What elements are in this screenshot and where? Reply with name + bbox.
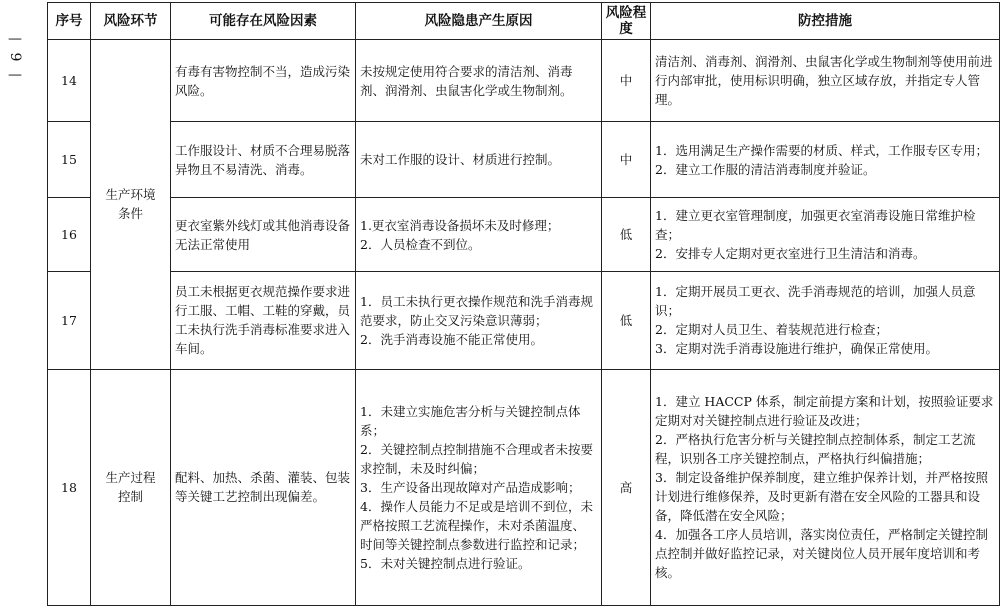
row-level: 中: [602, 40, 651, 122]
row-cause: 1．员工未执行更衣操作规范和洗手消毒规范要求，防止交叉污染意识薄弱； 2．洗手消毒设施不能正常使用。: [356, 272, 602, 369]
row-measure: 1．定期开展员工更衣、洗手消毒规范的培训，加强人员意识； 2．定期对人员卫生、着装规范进行检查； 3．定期对洗手消毒设施进行维护，确保正常使用。: [651, 272, 1000, 369]
row-measure: 1．建立 HACCP 体系，制定前提方案和计划，按照验证要求定期对对关键控制点进行验证及改进； 2．严格执行危害分析与关键控制点控制体系，制定工艺流程，识别各工序关键控制点，严格执行纠偏措施； 3．制定设备维护保养制度，建立维护保养计划，并严格按照计划进行维修保养，及时更新有潜在安全风险的工器具和设备，降低潜在安全风险； 4．加强各工序人员培训，落实岗位责任，严格制定关键控制点控制并做好监控记录，对关键岗位人员开展年度培训和考核。: [651, 369, 1000, 605]
row-cause: 未对工作服的设计、材质进行控制。: [356, 122, 602, 198]
row-factor: 更衣室紫外线灯或其他消毒设备无法正常使用: [171, 198, 356, 272]
row-level: 中: [602, 122, 651, 198]
row-no: 14: [48, 40, 91, 122]
row-no: 18: [48, 369, 91, 605]
header-stage: 风险环节: [91, 3, 171, 40]
row-factor: 配料、加热、杀菌、灌装、包装等关键工艺控制出现偏差。: [171, 369, 356, 605]
row-measure: 1．建立更衣室管理制度，加强更衣室消毒设施日常维护检查； 2．安排专人定期对更衣室进行卫生清洁和消毒。: [651, 198, 1000, 272]
row-factor: 员工未根据更衣规范操作要求进行工服、工帽、工鞋的穿戴，员工未执行洗手消毒标准要求进入车间。: [171, 272, 356, 369]
row-level: 高: [602, 369, 651, 605]
table-row: [48, 198, 1000, 272]
row-factor: 工作服设计、材质不合理易脱落异物且不易清洗、消毒。: [171, 122, 356, 198]
row-cause: 未按规定使用符合要求的清洁剂、消毒剂、润滑剂、虫鼠害化学或生物制剂。: [356, 40, 602, 122]
row-no: 17: [48, 272, 91, 369]
table-row: [48, 272, 1000, 369]
table-row: [48, 122, 1000, 198]
row-factor: 有毒有害物控制不当，造成污染风险。: [171, 40, 356, 122]
row-level: 低: [602, 198, 651, 272]
header-level: 风险程度: [602, 3, 651, 40]
header-factor: 可能存在风险因素: [171, 3, 356, 40]
page-number: — 9 —: [7, 31, 23, 83]
header-no: 序号: [48, 3, 91, 40]
risk-control-table: [47, 2, 1000, 606]
table-row: [48, 40, 1000, 122]
table-row: [48, 369, 1000, 605]
stage-cell-process: 生产过程控制: [91, 369, 171, 605]
table-header-row: [48, 3, 1000, 40]
row-cause: 1.更衣室消毒设备损坏未及时修理； 2．人员检查不到位。: [356, 198, 602, 272]
row-no: 15: [48, 122, 91, 198]
row-level: 低: [602, 272, 651, 369]
row-cause: 1．未建立实施危害分析与关键控制点体系； 2．关键控制点控制措施不合理或者未按要求控制，未及时纠偏； 3．生产设备出现故障对产品造成影响； 4．操作人员能力不足或是培训不到位，未严格按照工艺流程操作，未对杀菌温度、时间等关键控制点参数进行监控和记录； 5．未对关键控制点进行验证。: [356, 369, 602, 605]
row-measure: 清洁剂、消毒剂、润滑剂、虫鼠害化学或生物制剂等使用前进行内部审批，使用标识明确，独立区域存放，并指定专人管理。: [651, 40, 1000, 122]
header-measure: 防控措施: [651, 3, 1000, 40]
row-measure: 1．选用满足生产操作需要的材质、样式，工作服专区专用； 2．建立工作服的清洁消毒制度并验证。: [651, 122, 1000, 198]
stage-cell-env: 生产环境条件: [91, 40, 171, 370]
header-cause: 风险隐患产生原因: [356, 3, 602, 40]
row-no: 16: [48, 198, 91, 272]
